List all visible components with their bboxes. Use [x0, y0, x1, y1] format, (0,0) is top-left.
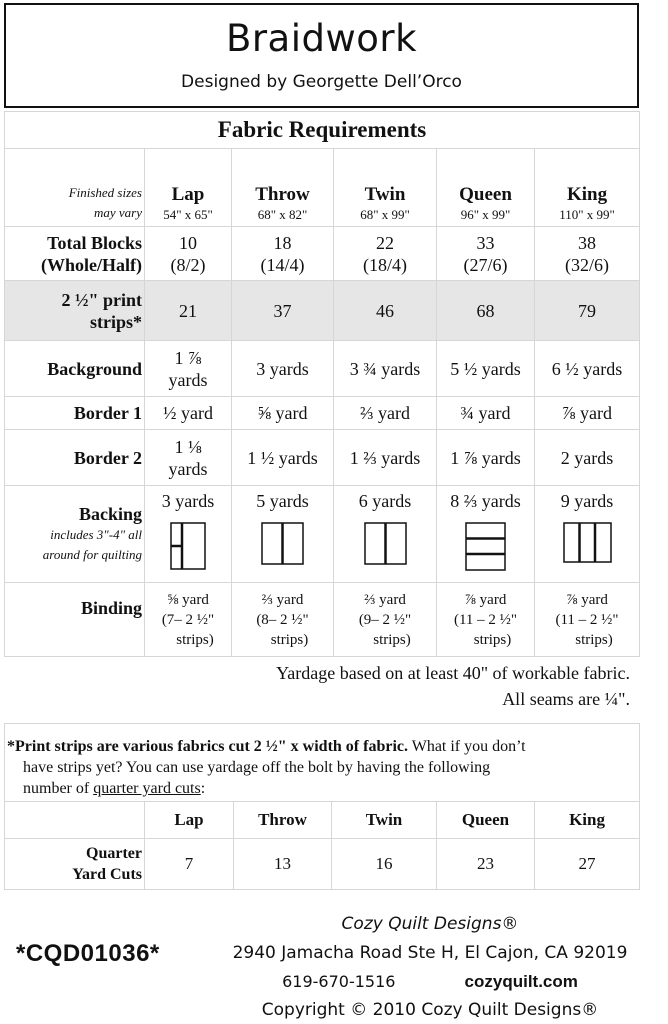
quarter-col-king: King: [535, 802, 640, 839]
border1-row: [5, 397, 640, 430]
contact-line: [200, 968, 660, 996]
backing-layout-2-vertical-icon: [261, 522, 304, 565]
binding-yard: ⅔ yard: [364, 591, 406, 608]
binding-strips-word: strips): [270, 631, 309, 648]
yardage-notes: [276, 660, 630, 712]
quarter-col-throw: Throw: [234, 802, 332, 839]
quarter-lap: 7: [145, 839, 234, 890]
split: (8/2): [170, 254, 206, 275]
finished-sizes-note-line1: Finished sizes: [68, 185, 142, 200]
total-blocks-label: [5, 227, 145, 281]
border1-label: Border 1: [5, 397, 145, 430]
border2-king: 2 yards: [535, 430, 640, 486]
total-blocks-row: [5, 227, 640, 281]
quarter-header-row: [5, 802, 640, 839]
size-dimensions: 54" x 65": [163, 207, 213, 222]
label-line1: Total Blocks: [47, 232, 142, 253]
backing-label-text: Backing: [78, 504, 142, 524]
print-strips-definition: *Print strips are various fabrics cut 2 ½" x width of fabric.: [7, 738, 408, 755]
split: (27/6): [463, 254, 508, 275]
split: (14/4): [260, 254, 305, 275]
backing-queen: [437, 486, 535, 583]
explanation-part1: What if you don’t: [408, 738, 526, 755]
label-line2: strips*: [89, 311, 142, 332]
size-header-throw: [232, 149, 334, 227]
size-name: Queen: [459, 184, 512, 205]
backing-king: [535, 486, 640, 583]
quarter-yard-cuts-emphasis: quarter yard cuts: [93, 780, 201, 797]
size-header-king: [535, 149, 640, 227]
total: 18: [273, 232, 292, 253]
background-lap: 1 ⅞ yards: [145, 341, 232, 397]
border1-throw: ⅝ yard: [232, 397, 334, 430]
backing-row: [5, 486, 640, 583]
quarter-col-lap: Lap: [145, 802, 234, 839]
quarter-king: 27: [535, 839, 640, 890]
company-name: Cozy Quilt Designs®: [341, 914, 519, 934]
quarter-col-queen: Queen: [437, 802, 535, 839]
total: 22: [376, 232, 394, 253]
print-strips-row: [5, 281, 640, 341]
company-address: 2940 Jamacha Road Ste H, El Cajon, CA 92019: [232, 943, 628, 963]
seam-note: All seams are ¼".: [502, 689, 630, 709]
binding-king: [535, 583, 640, 657]
binding-strips-word: strips): [373, 631, 411, 648]
empty-header-cell: [5, 802, 145, 839]
background-twin: 3 ¾ yards: [334, 341, 437, 397]
pattern-title: Braidwork: [225, 17, 418, 60]
quarter-col-twin: Twin: [332, 802, 437, 839]
total-blocks-queen: [437, 227, 535, 281]
explanation-line2: have strips yet? You can use yardage off the bolt by having the following: [23, 759, 491, 776]
size-name: Lap: [171, 184, 205, 205]
title-box: [4, 3, 639, 108]
binding-queen: [437, 583, 535, 657]
publisher-footer: [200, 910, 660, 1024]
explanation-prefix: number of: [23, 780, 94, 797]
background-king: 6 ½ yards: [535, 341, 640, 397]
binding-strips: (9– 2 ½": [358, 611, 412, 628]
binding-label: Binding: [5, 583, 145, 657]
finished-sizes-note: [5, 149, 145, 227]
split: (32/6): [565, 254, 610, 275]
sizes-header-row: [5, 149, 640, 227]
border1-queen: ¾ yard: [437, 397, 535, 430]
finished-sizes-note-line2: may vary: [93, 205, 142, 220]
backing-yardage: 6 yards: [358, 491, 412, 511]
binding-strips-word: strips): [575, 631, 613, 648]
label-line1: Quarter: [86, 845, 142, 862]
backing-layout-2-vertical-icon: [364, 522, 407, 565]
border1-king: ⅞ yard: [535, 397, 640, 430]
print-strips-label: [5, 281, 145, 341]
binding-strips: (11 – 2 ½": [453, 611, 518, 628]
backing-lap: [145, 486, 232, 583]
section-title: Fabric Requirements: [5, 112, 640, 149]
print-strips-king: 79: [535, 281, 640, 341]
note-line1: includes 3"-4" all: [50, 527, 142, 542]
size-header-lap: [145, 149, 232, 227]
total-blocks-twin: [334, 227, 437, 281]
size-dimensions: 96" x 99": [460, 207, 511, 222]
explanation-line3: [7, 778, 625, 799]
backing-yardage: 5 yards: [256, 491, 309, 511]
split: (18/4): [363, 254, 407, 275]
binding-row: [5, 583, 640, 657]
binding-strips: (7– 2 ½": [161, 611, 215, 628]
note-line2: around for quilting: [42, 547, 142, 562]
website-link[interactable]: cozyquilt.com: [464, 972, 578, 991]
binding-yard: ⅞ yard: [464, 591, 507, 608]
border2-row: [5, 430, 640, 486]
total-blocks-king: [535, 227, 640, 281]
border2-throw: 1 ½ yards: [232, 430, 334, 486]
designer-credit: Designed by Georgette Dell’Orco: [181, 72, 462, 92]
background-label: Background: [5, 341, 145, 397]
binding-strips-word: strips): [176, 631, 214, 648]
binding-yard: ⅞ yard: [566, 591, 608, 608]
border1-lap: ½ yard: [145, 397, 232, 430]
print-strips-lap: 21: [145, 281, 232, 341]
binding-strips: (8– 2 ½": [256, 611, 309, 628]
print-strips-explanation: [5, 724, 640, 802]
size-dimensions: 68" x 82": [257, 207, 308, 222]
border2-label: Border 2: [5, 430, 145, 486]
binding-twin: [334, 583, 437, 657]
size-header-twin: [334, 149, 437, 227]
size-name: Throw: [255, 184, 310, 205]
border2-queen: 1 ⅞ yards: [437, 430, 535, 486]
label-line2: Yard Cuts: [72, 866, 142, 883]
binding-throw: [232, 583, 334, 657]
total: 33: [476, 232, 495, 253]
backing-layout-lap-icon: [170, 522, 206, 570]
size-dimensions: 110" x 99": [559, 207, 615, 222]
quarter-throw: 13: [234, 839, 332, 890]
total-blocks-lap: [145, 227, 232, 281]
background-queen: 5 ½ yards: [437, 341, 535, 397]
background-row: [5, 341, 640, 397]
backing-yardage: 8 ⅔ yards: [450, 491, 521, 511]
print-strips-throw: 37: [232, 281, 334, 341]
binding-yard: ⅔ yard: [261, 591, 304, 608]
border2-lap: 1 ⅛ yards: [145, 430, 232, 486]
backing-label: [5, 486, 145, 583]
backing-layout-3-vertical-icon: [563, 522, 612, 563]
print-strips-twin: 46: [334, 281, 437, 341]
backing-yardage: 3 yards: [161, 491, 215, 511]
border2-twin: 1 ⅔ yards: [334, 430, 437, 486]
binding-yard: ⅝ yard: [167, 591, 209, 608]
quarter-queen: 23: [437, 839, 535, 890]
pattern-sku: *CQD01036*: [16, 940, 160, 967]
quarter-values-row: [5, 839, 640, 890]
binding-strips-word: strips): [473, 631, 512, 648]
backing-twin: [334, 486, 437, 583]
size-name: King: [566, 184, 608, 205]
quarter-twin: 16: [332, 839, 437, 890]
label-line2: (Whole/Half): [41, 254, 142, 275]
backing-yardage: 9 yards: [560, 491, 614, 511]
background-throw: 3 yards: [232, 341, 334, 397]
explanation-suffix: :: [200, 780, 206, 797]
total-blocks-throw: [232, 227, 334, 281]
backing-throw: [232, 486, 334, 583]
quarter-yard-cuts-table: [4, 723, 640, 890]
label-line1: 2 ½" print: [61, 289, 142, 310]
quarter-yard-cuts-label: [5, 839, 145, 890]
backing-note: [5, 525, 142, 565]
total: 10: [179, 232, 197, 253]
size-name: Twin: [364, 184, 406, 205]
border1-twin: ⅔ yard: [334, 397, 437, 430]
binding-strips: (11 – 2 ½": [555, 611, 619, 628]
print-strips-queen: 68: [437, 281, 535, 341]
size-header-queen: [437, 149, 535, 227]
binding-lap: [145, 583, 232, 657]
size-dimensions: 68" x 99": [360, 207, 410, 222]
backing-layout-3-horizontal-icon: [465, 522, 506, 571]
fabric-requirements-table: [4, 111, 640, 657]
total: 38: [578, 232, 597, 253]
yardage-note: Yardage based on at least 40" of workable fabric.: [276, 663, 630, 683]
copyright-notice: Copyright © 2010 Cozy Quilt Designs®: [261, 1000, 599, 1020]
phone-number: 619-670-1516: [282, 972, 396, 991]
